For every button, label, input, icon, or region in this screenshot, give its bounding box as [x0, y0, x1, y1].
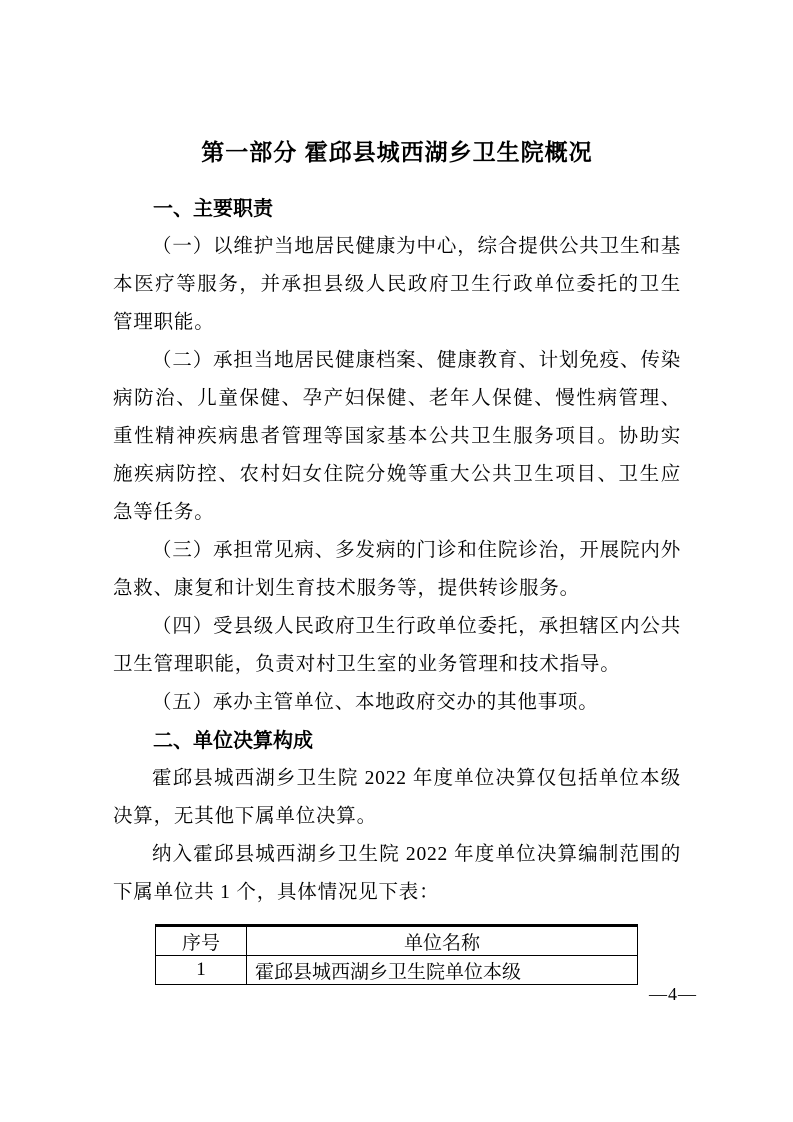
section-1-paragraph-2: （二）承担当地居民健康档案、健康教育、计划免疫、传染病防治、儿童保健、孕产妇保健、老年人保健、慢性病管理、重性精神疾病患者管理等国家基本公共卫生服务项目。协助实施疾病防控、农村妇女住院分娩等重大公共卫生项目、卫生应急等任务。 [113, 350, 681, 523]
table-cell-seq: 1 [156, 956, 247, 985]
table-header-unit-name: 单位名称 [247, 926, 638, 956]
subordinate-units-table [155, 924, 638, 985]
section-2-paragraph-1: 霍邱县城西湖乡卫生院 2022 年度单位决算仅包括单位本级决算，无其他下属单位决算。 [113, 768, 681, 827]
table-row [156, 956, 638, 985]
section-2-paragraph-2: 纳入霍邱县城西湖乡卫生院 2022 年度单位决算编制范围的下属单位共 1 个，具体情况见下表： [113, 844, 681, 903]
section-2-heading: 二、单位决算构成 [153, 730, 313, 752]
section-1-paragraph-3: （三）承担常见病、多发病的门诊和住院诊治，开展院内外急救、康复和计划生育技术服务等，提供转诊服务。 [113, 540, 681, 599]
document-title: 第一部分 霍邱县城西湖乡卫生院概况 [201, 139, 593, 165]
section-1-paragraph-5: （五）承办主管单位、本地政府交办的其他事项。 [152, 692, 599, 713]
document-content [113, 132, 681, 985]
table-header-row [156, 926, 638, 956]
section-1-heading: 一、主要职责 [153, 198, 273, 220]
page-number: —4— [649, 984, 697, 1004]
section-1-paragraph-4: （四）受县级人民政府卫生行政单位委托，承担辖区内公共卫生管理职能，负责对村卫生室的业务管理和技术指导。 [113, 616, 681, 675]
table-cell-unit-name: 霍邱县城西湖乡卫生院单位本级 [247, 956, 638, 985]
table-header-seq: 序号 [156, 926, 247, 956]
section-1-paragraph-1: （一）以维护当地居民健康为中心，综合提供公共卫生和基本医疗等服务，并承担县级人民政府卫生行政单位委托的卫生管理职能。 [113, 236, 681, 333]
